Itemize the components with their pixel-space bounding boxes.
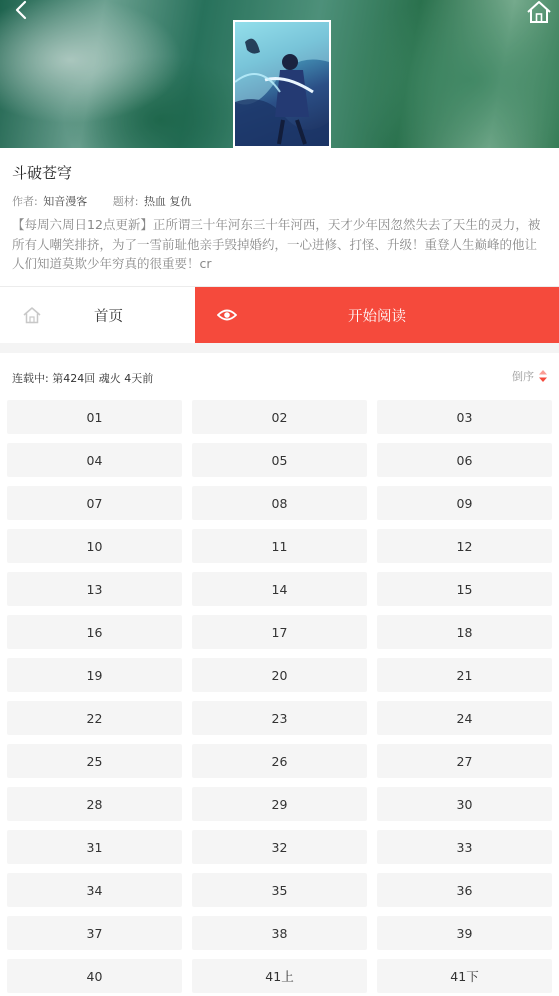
chapter-item[interactable]: 23 (192, 701, 367, 735)
action-bar (0, 287, 559, 343)
chapter-item[interactable]: 06 (377, 443, 552, 477)
chapter-grid (7, 400, 552, 993)
genre-label: 题材: (112, 195, 139, 208)
home-button[interactable] (0, 287, 195, 343)
book-meta (12, 193, 213, 209)
chapter-item[interactable]: 15 (377, 572, 552, 606)
book-title: 斗破苍穹 (12, 164, 73, 182)
chapter-item[interactable]: 32 (192, 830, 367, 864)
genre-value[interactable]: 热血 复仇 (143, 195, 192, 208)
chapter-item[interactable]: 10 (7, 529, 182, 563)
chapter-item[interactable]: 40 (7, 959, 182, 993)
sort-order-label: 倒序 (512, 370, 534, 383)
chapter-item[interactable]: 26 (192, 744, 367, 778)
chapter-item[interactable]: 11 (192, 529, 367, 563)
chapter-item[interactable]: 18 (377, 615, 552, 649)
section-gap (0, 343, 559, 353)
chapter-item[interactable]: 30 (377, 787, 552, 821)
chapter-item[interactable]: 39 (377, 916, 552, 950)
chapter-item[interactable]: 24 (377, 701, 552, 735)
home-button-label: 首页 (94, 309, 123, 325)
chapter-item[interactable]: 41下 (377, 959, 552, 993)
chapter-item[interactable]: 41上 (192, 959, 367, 993)
chevron-left-icon[interactable] (8, 0, 34, 22)
chapter-item[interactable]: 21 (377, 658, 552, 692)
chapter-item[interactable]: 25 (7, 744, 182, 778)
serialization-status: 连载中: 第424回 魂火 4天前 (12, 372, 154, 385)
chapter-item[interactable]: 38 (192, 916, 367, 950)
book-cover-image (233, 20, 331, 148)
chapter-item[interactable]: 37 (7, 916, 182, 950)
chapter-item[interactable]: 05 (192, 443, 367, 477)
chapter-item[interactable]: 13 (7, 572, 182, 606)
chapter-item[interactable]: 07 (7, 486, 182, 520)
chapter-item[interactable]: 02 (192, 400, 367, 434)
chapter-item[interactable]: 29 (192, 787, 367, 821)
chapter-item[interactable]: 03 (377, 400, 552, 434)
chapter-item[interactable]: 34 (7, 873, 182, 907)
header-banner (0, 0, 559, 148)
start-reading-button[interactable] (195, 287, 559, 343)
start-reading-label: 开始阅读 (348, 309, 406, 325)
chapter-item[interactable]: 20 (192, 658, 367, 692)
chapter-item[interactable]: 22 (7, 701, 182, 735)
chapter-item[interactable]: 19 (7, 658, 182, 692)
sort-order-toggle[interactable] (512, 368, 548, 384)
chapter-item[interactable]: 08 (192, 486, 367, 520)
chapter-item[interactable]: 01 (7, 400, 182, 434)
chapter-item[interactable]: 09 (377, 486, 552, 520)
chapter-item[interactable]: 27 (377, 744, 552, 778)
author-value[interactable]: 知音漫客 (43, 195, 88, 208)
chapter-item[interactable]: 33 (377, 830, 552, 864)
chapter-item[interactable]: 35 (192, 873, 367, 907)
home-outline-icon[interactable] (525, 0, 553, 24)
chapter-item[interactable]: 12 (377, 529, 552, 563)
chapter-item[interactable]: 17 (192, 615, 367, 649)
chapter-item[interactable]: 14 (192, 572, 367, 606)
chapter-status-row (12, 368, 548, 386)
sort-arrows-icon (538, 369, 548, 383)
book-description: 【每周六周日12点更新】正所谓三十年河东三十年河西，天才少年因忽然失去了天生的灵力，被所有人嘲笑排挤，为了一雪前耻他亲手毁掉婚约，一心进修、打怪、升级！重登人生巅峰的他让人们知道莫欺少年穷真的很重要！cr (12, 217, 541, 271)
chapter-item[interactable]: 36 (377, 873, 552, 907)
author-label: 作者: (12, 195, 38, 208)
chapter-item[interactable]: 16 (7, 615, 182, 649)
chapter-item[interactable]: 31 (7, 830, 182, 864)
chapter-item[interactable]: 04 (7, 443, 182, 477)
chapter-item[interactable]: 28 (7, 787, 182, 821)
